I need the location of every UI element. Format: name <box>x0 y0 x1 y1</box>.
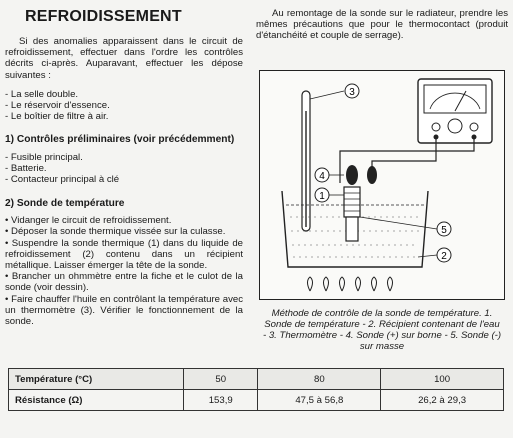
table-header-cell: Résistance (Ω) <box>9 390 184 411</box>
callout-label: 4 <box>319 171 325 182</box>
burner-flames <box>308 277 393 291</box>
list-item: - Contacteur principal à clé <box>5 174 120 186</box>
removal-list <box>5 89 243 123</box>
intro-paragraph: Si des anomalies apparaissent dans le circuit de refroidissement, effectuer dans l'ordre les contrôles décrits ci-après. Auparavant, effectuer les dépose suivantes : <box>5 36 243 81</box>
left-column <box>5 8 243 327</box>
figure-caption: Méthode de contrôle de la sonde de température. 1. Sonde de température - 2. Récipient contenant de l'eau - 3. Thermomètre - 4. Sonde (+) sur borne - 5. Sonde (-) sur masse <box>262 308 502 352</box>
table-row <box>9 369 504 390</box>
list-item: • Faire chauffer l'huile en contrôlant la température avec un thermomètre (3). Vérifier le fonctionnement de la sonde. <box>5 293 243 328</box>
callout-5 <box>360 217 451 236</box>
callout-label: 1 <box>319 191 325 202</box>
table-cell: 100 <box>381 369 504 390</box>
table-cell: 50 <box>184 369 258 390</box>
callout-label: 5 <box>441 225 447 236</box>
table-row <box>9 390 504 411</box>
table-cell: 47,5 à 56,8 <box>258 390 381 411</box>
list-item: - Batterie. <box>5 163 47 175</box>
callout-3 <box>345 84 359 98</box>
list-item: - Fusible principal. <box>5 152 83 164</box>
page-title: REFROIDISSEMENT <box>25 8 182 25</box>
list-item: • Brancher un ohmmètre entre la fiche et le culot de la sonde (voir dessin). <box>5 271 243 294</box>
test-diagram-drawing <box>260 71 504 299</box>
callout-label: 3 <box>349 87 355 98</box>
table-header-cell: Température (°C) <box>9 369 184 390</box>
list-item: - Le boîtier de filtre à air. <box>5 111 109 123</box>
preliminary-list <box>5 152 243 186</box>
list-item: • Déposer la sonde thermique vissée sur la culasse. <box>5 226 226 238</box>
wire-positive <box>372 139 436 181</box>
list-item: - La selle double. <box>5 88 79 100</box>
sensor-steps-list <box>5 215 243 327</box>
list-item: - Le réservoir d'essence. <box>5 100 110 112</box>
callout-1 <box>315 188 344 202</box>
thermometer <box>302 91 344 231</box>
list-item: • Suspendre la sonde thermique (1) dans du liquide de refroidissement (2) contenu dans un récipient métallique. Laisser émerger la tête de la sonde. <box>5 237 243 272</box>
temperature-probe <box>344 165 377 241</box>
spec-table <box>8 368 504 411</box>
test-diagram <box>259 70 505 300</box>
section-heading-preliminary: 1) Contrôles préliminaires (voir précédemment) <box>5 134 235 146</box>
reassembly-note: Au remontage de la sonde sur le radiateur, prendre les mêmes précautions que pour le thermocontact (produit d'étanchéité et couple de serrage). <box>256 8 508 42</box>
callout-label: 2 <box>441 251 447 262</box>
list-item: • Vidanger le circuit de refroidissement. <box>5 215 172 227</box>
table-cell: 80 <box>258 369 381 390</box>
ohmmeter <box>418 79 492 143</box>
right-column <box>256 8 508 42</box>
table-cell: 153,9 <box>184 390 258 411</box>
table-cell: 26,2 à 29,3 <box>381 390 504 411</box>
section-heading-sensor: 2) Sonde de température <box>5 197 125 209</box>
